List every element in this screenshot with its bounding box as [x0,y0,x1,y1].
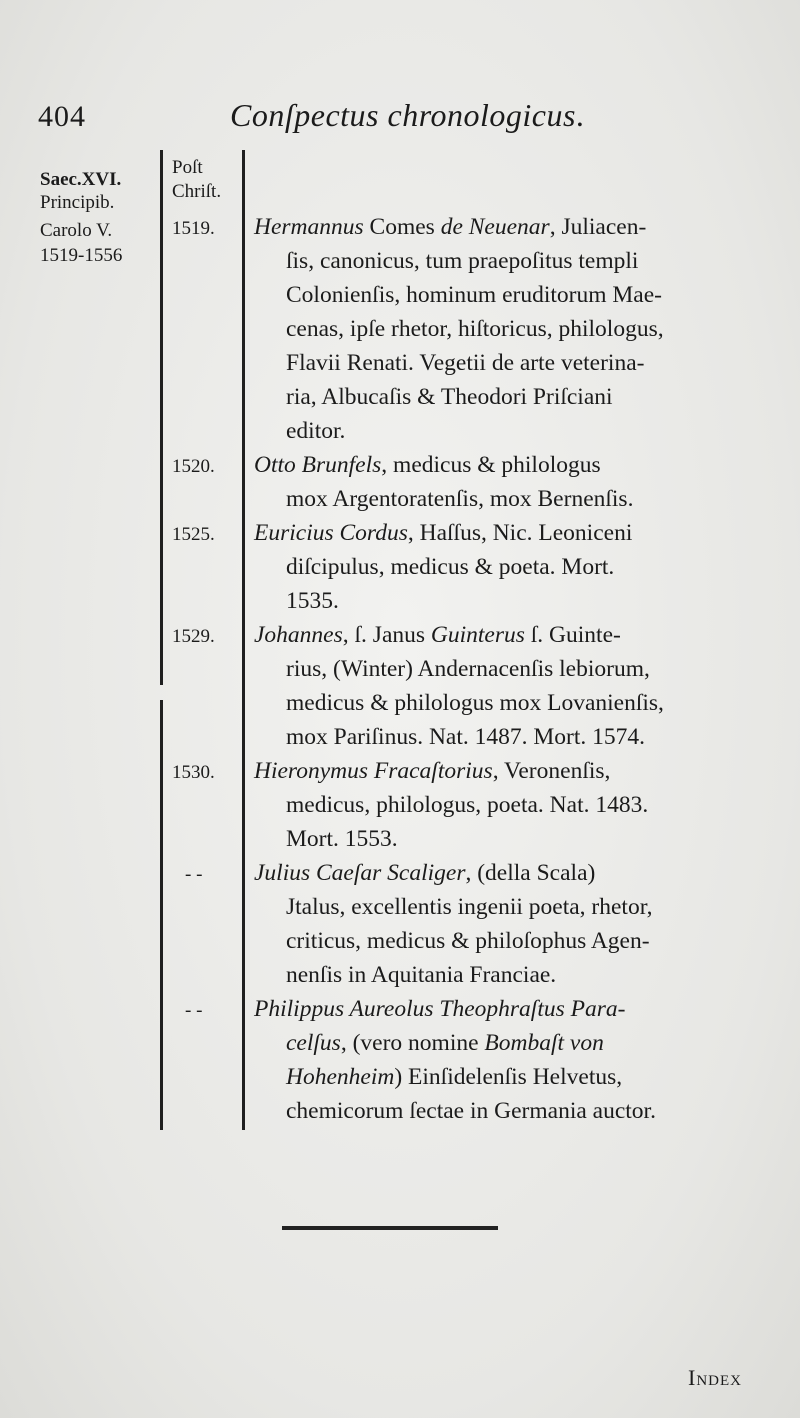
post-label: Poſt [172,157,203,178]
catchword: Index [688,1365,742,1390]
running-head [230,97,584,134]
margin-saec: Saec.XVI. [40,169,122,190]
entry-line [254,516,769,550]
entry-line: chemicorum ſectae in Germania auctor. [286,1098,656,1124]
entry-paracelsus [254,992,769,1128]
entry-line: ria, Albucaſis & Theodori Priſciani [286,384,613,410]
entry-name: Hermannus [254,214,364,240]
entry-line [254,1060,769,1094]
entry-name: Bombaſt von [484,1030,604,1056]
entry-guinterus [254,618,769,754]
entry-line: medicus & philologus mox Lovanienſis, [286,690,664,716]
entry-line [254,1026,769,1060]
entry-line: Jtalus, excellentis ingenii poeta, rhetor, [286,894,653,920]
entry-line: ſis, canonicus, tum praepoſitus templi [286,248,639,274]
margin-carolo: Carolo V. [40,220,113,241]
entry-line [254,618,769,652]
entry-line: diſcipulus, medicus & poeta. Mort. [286,554,615,580]
column-rule-left [160,150,163,685]
entry-line: mox Argentoratenſis, mox Bernenſis. [286,486,634,512]
entry-line: Mort. 1553. [286,826,398,852]
entry-line: medicus, philologus, poeta. Nat. 1483. [286,792,649,818]
running-head-dot: . [575,97,585,133]
entry-text: , (vero nomine [340,1030,485,1056]
entry-cordus [254,516,769,618]
entry-line [254,856,769,890]
entry-name: de Neuenar [440,214,550,240]
column-rule-right [242,150,245,1130]
entry-hermannus [254,210,769,448]
entry-name: Johannes [254,622,343,648]
entry-name: Philippus Aureolus Theophraſtus Para- [254,996,626,1022]
entry-line: mox Pariſinus. Nat. 1487. Mort. 1574. [286,724,646,750]
entry-name: Guinterus [430,622,525,648]
entry-line: rius, (Winter) Andernacenſis lebiorum, [286,656,650,682]
closing-rule [282,1226,498,1230]
entry-year: 1520. [172,456,215,477]
entry-text: , Veronenſis, [492,758,611,784]
entry-name: Hieronymus Fracaſtorius [254,758,493,784]
running-head-title: Conſpectus chronologicus [230,97,576,133]
entry-line: Flavii Renati. Vegetii de arte veterina- [286,350,645,376]
column-rule-left-lower [160,700,163,1130]
entry-text: , Haſſus, Nic. Leoniceni [407,520,633,546]
entry-line: nenſis in Aquitania Franciae. [286,962,557,988]
entry-name: Julius Caeſar Scaliger [254,860,466,886]
entry-text: , Juliacen- [549,214,647,240]
entry-year: - - [185,864,203,885]
page-number: 404 [38,100,86,133]
entry-name: Hohenheim [286,1064,395,1090]
entry-fracastorius [254,754,769,856]
entry-line: editor. [286,418,346,444]
entry-line: criticus, medicus & philoſophus Agen- [286,928,650,954]
entry-name: Otto Brunfels [254,452,382,478]
entry-line [254,992,769,1026]
entry-year: 1519. [172,218,215,239]
entry-name: celſus [286,1030,341,1056]
entry-text: ſ. Guinte- [524,622,621,648]
entry-text: Comes [363,214,441,240]
entry-year: - - [185,1000,203,1021]
margin-years: 1519-1556 [40,245,123,266]
christ-label: Chriſt. [172,181,222,202]
entry-text: , ſ. Janus [342,622,431,648]
entry-brunfels [254,448,769,516]
entry-year: 1530. [172,762,215,783]
entry-line [254,754,769,788]
margin-principib: Principib. [40,192,115,213]
entry-line: Colonienſis, hominum eruditorum Mae- [286,282,662,308]
entry-year: 1529. [172,626,215,647]
entry-line: cenas, ipſe rhetor, hiſtoricus, philologus, [286,316,664,342]
entry-line: 1535. [286,588,339,614]
entry-scaliger [254,856,769,992]
entry-text: , (della Scala) [465,860,596,886]
entry-line [254,210,769,244]
entry-text: , medicus & philologus [381,452,601,478]
entry-name: Euricius Cordus [254,520,408,546]
entry-line [254,448,769,482]
entry-text: ) Einſidelenſis Helvetus, [394,1064,623,1090]
entry-year: 1525. [172,524,215,545]
